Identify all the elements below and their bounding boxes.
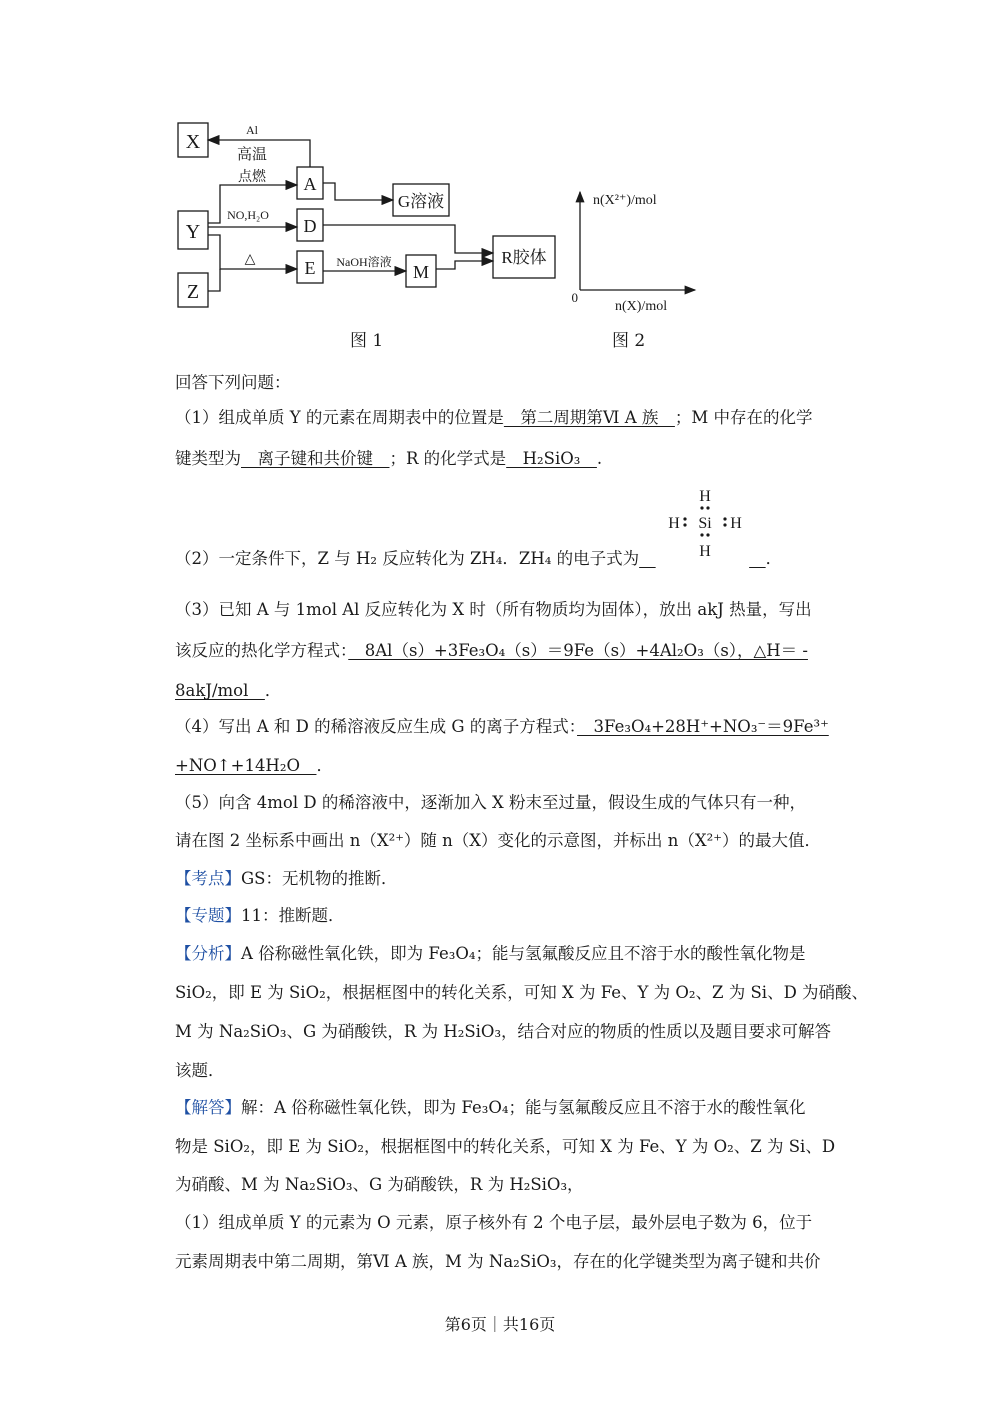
answer-blank — [639, 548, 749, 570]
section-tag: 【解答】 — [175, 1098, 241, 1117]
answer-blank: 3Fe₃O₄+28H⁺+NO₃⁻＝9Fe³⁺ — [577, 717, 829, 736]
label-no-h2o: NO,H₂O — [227, 208, 269, 222]
text-line: 请在图 2 坐标系中画出 n（X²⁺）随 n（X）变化的示意图，并标出 n（X²⁺）的最大值． — [175, 831, 821, 850]
text-line: 为硝酸、M 为 Na₂SiO₃、G 为硝酸铁，R 为 H₂SiO₃， — [175, 1175, 584, 1194]
text-line: 8akJ/mol ． — [175, 681, 282, 700]
text-line: 回答下列问题： — [175, 373, 291, 392]
text-line: +NO↑+14H₂O ． — [175, 756, 333, 775]
text-line: M 为 Na₂SiO₃、G 为硝酸铁，R 为 H₂SiO₃，结合对应的物质的性质以及题目要求可解答 — [175, 1022, 832, 1041]
page-footer: 第6页｜共16页 — [444, 1315, 556, 1334]
text-line: 键类型为 离子键和共价键 ；R 的化学式是 H₂SiO₃ . — [175, 449, 603, 468]
text-line: （5）向含 4mol D 的稀溶液中，逐渐加入 X 粉末至过量，假设生成的气体只有一种， — [175, 793, 807, 812]
section-tag: 【分析】 — [175, 944, 241, 963]
figure2-caption: 图 2 — [612, 331, 646, 351]
node-m: M — [412, 262, 430, 282]
lewis-h-top: H — [699, 488, 711, 505]
lewis-h-left: H — [668, 515, 680, 532]
node-x: X — [185, 131, 201, 153]
answer-blank: +NO↑+14H₂O — [175, 756, 317, 775]
origin-label: 0 — [571, 290, 578, 305]
empty-axes-figure — [565, 180, 715, 315]
label-gaowen: 高温 — [236, 147, 268, 163]
lewis-h-right: H — [730, 515, 742, 532]
label-naoh: NaOH溶液 — [336, 255, 392, 269]
text-line: 该反应的热化学方程式： 8Al（s）+3Fe₃O₄（s）＝9Fe（s）+4Al₂O₃（s），△H＝ - — [175, 641, 808, 660]
node-y: Y — [185, 221, 201, 243]
text-line: SiO₂，即 E 为 SiO₂，根据框图中的转化关系，可知 X 为 Fe、Y 为 O₂、Z 为 Si、D 为硝酸、 — [175, 983, 869, 1002]
text-line: 【分析】A 俗称磁性氧化铁，即为 Fe₃O₄；能与氢氟酸反应且不溶于水的酸性氧化物是 — [175, 944, 806, 963]
figure1-caption: 图 1 — [350, 331, 384, 351]
answer-blank — [749, 549, 766, 568]
label-delta: △ — [244, 252, 256, 267]
text-line: （4）写出 A 和 D 的稀溶液反应生成 G 的离子方程式： 3Fe₃O₄+28H⁺+NO₃⁻＝9Fe³⁺ — [175, 717, 829, 736]
text-line: （2）一定条件下，Z 与 H₂ 反应转化为 ZH₄．ZH₄ 的电子式为 ． — [175, 549, 783, 568]
text-line: 物是 SiO₂，即 E 为 SiO₂，根据框图中的转化关系，可知 X 为 Fe、Y 为 O₂、Z 为 Si、D — [175, 1137, 836, 1156]
answer-blank: 8Al（s）+3Fe₃O₄（s）＝9Fe（s）+4Al₂O₃（s），△H＝ - — [348, 641, 808, 660]
text-line: 元素周期表中第二周期，第Ⅵ A 族，M 为 Na₂SiO₃，存在的化学键类型为离子键和共价 — [175, 1252, 821, 1271]
label-dianran: 点燃 — [238, 170, 266, 185]
node-z: Z — [186, 281, 200, 303]
node-a: A — [303, 174, 317, 194]
x-axis-label: n(X)/mol — [615, 299, 668, 314]
text-line: 该题． — [175, 1061, 225, 1080]
node-d: D — [303, 216, 317, 236]
node-r: R胶体 — [501, 248, 547, 267]
lewis-h-bottom: H — [699, 543, 711, 560]
text-line: （3）已知 A 与 1mol Al 反应转化为 X 时（所有物质均为固体），放出 akJ 热量，写出 — [175, 600, 812, 619]
section-tag: 【专题】 — [175, 906, 241, 925]
y-axis-label: n(X²⁺)/mol — [593, 193, 657, 208]
text-line: 【考点】GS：无机物的推断． — [175, 869, 398, 888]
text-line: （1）组成单质 Y 的元素为 O 元素，原子核外有 2 个电子层，最外层电子数为 6，位于 — [175, 1213, 813, 1232]
reaction-flow-diagram — [170, 115, 560, 315]
node-g: G溶液 — [397, 192, 445, 211]
answer-blank: 离子键和共价键 — [241, 449, 390, 468]
text-line: （1）组成单质 Y 的元素在周期表中的位置是 第二周期第Ⅵ A 族 ；M 中存在的化学 — [175, 408, 813, 427]
node-e: E — [304, 258, 316, 278]
answer-blank: H₂SiO₃ — [506, 449, 597, 468]
section-tag: 【考点】 — [175, 869, 241, 888]
text-line: 【解答】解：A 俗称磁性氧化铁，即为 Fe₃O₄；能与氢氟酸反应且不溶于水的酸性氧化 — [175, 1098, 806, 1117]
label-al: Al — [246, 123, 258, 137]
answer-blank: 8akJ/mol — [175, 681, 265, 700]
lewis-center: Si — [698, 515, 712, 532]
answer-blank: 第二周期第Ⅵ A 族 — [503, 408, 675, 427]
text-line: 【专题】11：推断题． — [175, 906, 345, 925]
